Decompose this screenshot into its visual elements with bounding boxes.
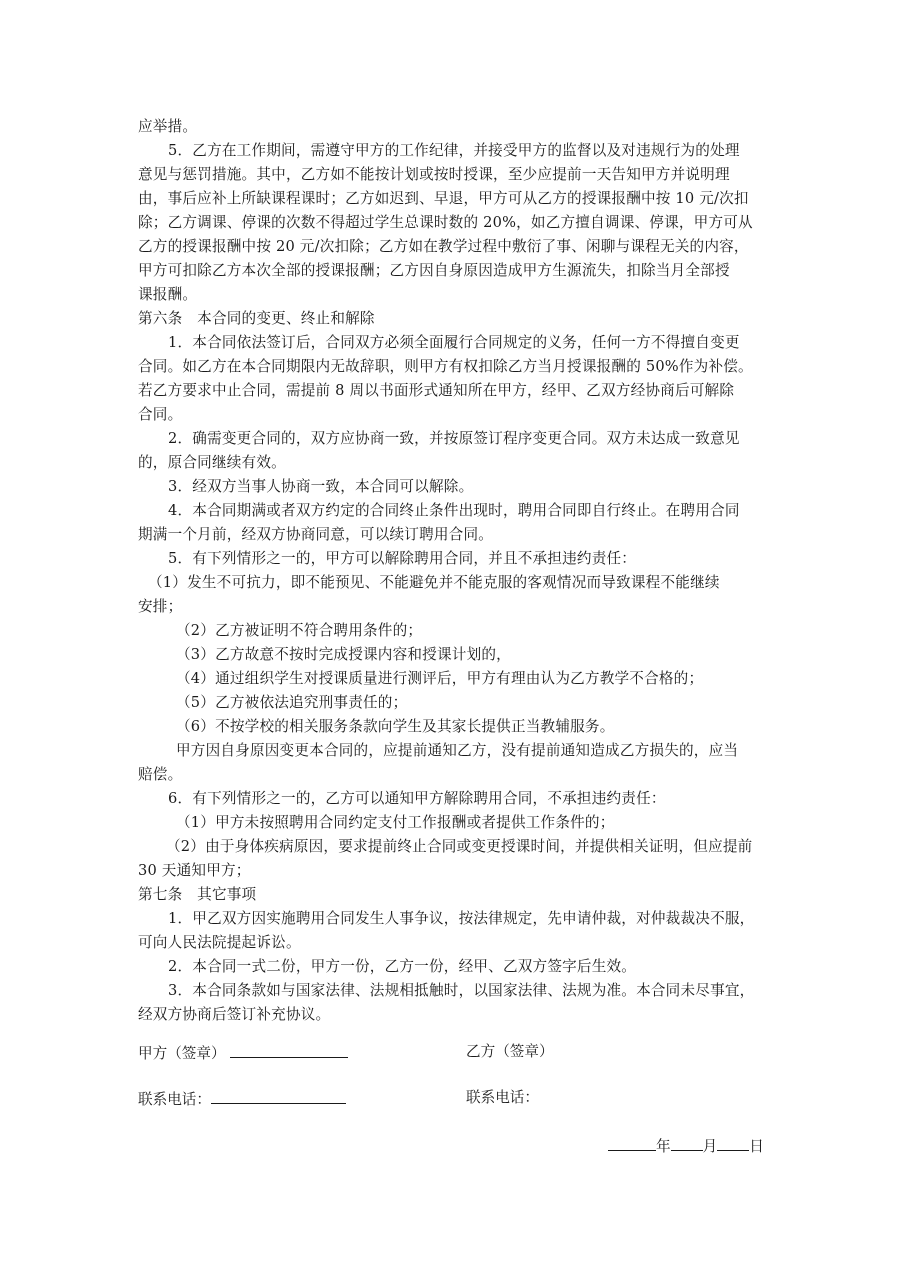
- contract-line: 3．经双方当事人协商一致，本合同可以解除。: [168, 478, 474, 495]
- party-b-label: 乙方（签章）: [466, 1043, 554, 1060]
- contract-line: （2）乙方被证明不符合聘用条件的；: [176, 622, 423, 639]
- month-blank: [671, 1135, 703, 1151]
- year-blank: [608, 1135, 656, 1151]
- contract-line: 甲方可扣除乙方本次全部的授课报酬；乙方因自身原因造成甲方生源流失，扣除当月全部授: [138, 262, 730, 279]
- contract-line: 1．本合同依法签订后，合同双方必须全面履行合同规定的义务，任何一方不得擅自变更: [168, 334, 740, 351]
- contract-line: 2．本合同一式二份，甲方一份，乙方一份，经甲、乙双方签字后生效。: [168, 958, 637, 975]
- contract-line: 合同。: [138, 406, 183, 423]
- party-a-phone-label: 联系电话：: [138, 1091, 211, 1108]
- contract-line: 可向人民法院提起诉讼。: [138, 934, 301, 951]
- contract-line: 1．甲乙双方因实施聘用合同发生人事争议，按法律规定，先申请仲裁，对仲裁裁决不服，: [168, 910, 755, 927]
- month-label: 月: [702, 1138, 718, 1155]
- contract-line: 期满一个月前，经双方协商同意，可以续订聘用合同。: [138, 526, 494, 543]
- contract-line: 课报酬。: [138, 286, 198, 303]
- contract-line: （3）乙方故意不按时完成授课内容和授课计划的，: [176, 646, 511, 663]
- contract-line: 经双方协商后签订补充协议。: [138, 1006, 331, 1023]
- contract-line: 应举措。: [138, 118, 198, 135]
- contract-line: 第六条 本合同的变更、终止和解除: [138, 310, 375, 327]
- contract-line: 由，事后应补上所缺课程课时；乙方如迟到、早退，甲方可从乙方的授课报酬中按 10 元/次扣: [138, 190, 749, 207]
- party-b-signature-row: [466, 1042, 554, 1062]
- contract-line: 2．确需变更合同的，双方应协商一致，并按原签订程序变更合同。双方未达成一致意见: [168, 430, 740, 447]
- party-a-signature-row: [138, 1042, 348, 1064]
- contract-line: 赔偿。: [138, 766, 183, 783]
- contract-line: （1）发生不可抗力，即不能预见、不能避免并不能克服的客观情况而导致课程不能继续: [148, 574, 720, 591]
- contract-line: 3．本合同条款如与国家法律、法规相抵触时，以国家法律、法规为准。本合同未尽事宜，: [168, 982, 755, 999]
- contract-line: （4）通过组织学生对授课质量进行测评后，甲方有理由认为乙方教学不合格的；: [176, 670, 704, 687]
- contract-line: 的，原合同继续有效。: [138, 454, 286, 471]
- contract-line: 甲方因自身原因变更本合同的，应提前通知乙方，没有提前通知造成乙方损失的，应当: [176, 742, 739, 759]
- contract-line: （5）乙方被依法追究刑事责任的；: [176, 694, 408, 711]
- contract-line: 5．乙方在工作期间，需遵守甲方的工作纪律，并接受甲方的监督以及对违规行为的处理: [168, 142, 740, 159]
- party-a-phone-blank: [211, 1088, 346, 1104]
- contract-line: （6）不按学校的相关服务条款向学生及其家长提供正当教辅服务。: [176, 718, 615, 735]
- party-b-phone-label: 联系电话：: [466, 1089, 539, 1106]
- date-row: [608, 1135, 764, 1157]
- day-blank: [717, 1135, 749, 1151]
- contract-line: 4．本合同期满或者双方约定的合同终止条件出现时，聘用合同即自行终止。在聘用合同: [168, 502, 740, 519]
- contract-line: 除；乙方调课、停课的次数不得超过学生总课时数的 20%，如乙方擅自调课、停课，甲方可从: [138, 214, 753, 231]
- contract-line: 合同。如乙方在本合同期限内无故辞职，则甲方有权扣除乙方当月授课报酬的 50%作为补偿。: [138, 358, 753, 375]
- contract-line: 若乙方要求中止合同，需提前 8 周以书面形式通知所在甲方，经甲、乙双方经协商后可解除: [138, 382, 735, 399]
- year-label: 年: [656, 1138, 671, 1155]
- party-b-phone-row: [466, 1088, 539, 1108]
- contract-line: （1）甲方未按照聘用合同约定支付工作报酬或者提供工作条件的；: [176, 814, 615, 831]
- party-a-label: 甲方（签章）: [138, 1045, 226, 1062]
- contract-line: 30 天通知甲方；: [138, 862, 251, 879]
- contract-line: 第七条 其它事项: [138, 886, 257, 903]
- contract-line: 意见与惩罚措施。其中，乙方如不能按计划或按时授课，至少应提前一天告知甲方并说明理: [138, 166, 730, 183]
- contract-line: 6．有下列情形之一的，乙方可以通知甲方解除聘用合同，不承担违约责任：: [168, 790, 666, 807]
- party-a-signature-blank: [230, 1042, 348, 1058]
- contract-line: 安排；: [138, 598, 183, 615]
- day-label: 日: [749, 1138, 764, 1155]
- contract-line: 乙方的授课报酬中按 20 元/次扣除；乙方如在教学过程中敷衍了事、闲聊与课程无关的内容，: [138, 238, 749, 255]
- party-a-phone-row: [138, 1088, 346, 1110]
- contract-line: （2）由于身体疾病原因，要求提前终止合同或变更授课时间，并提供相关证明，但应提前: [166, 838, 753, 855]
- contract-line: 5．有下列情形之一的，甲方可以解除聘用合同，并且不承担违约责任：: [168, 550, 637, 567]
